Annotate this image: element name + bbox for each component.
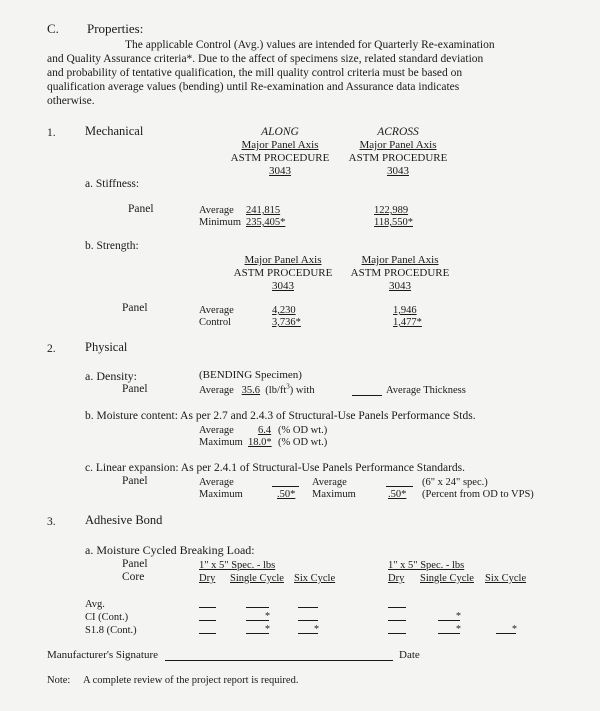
moisture-cycled-label: a. Moisture Cycled Breaking Load: [85, 543, 255, 557]
strength-along-procedure: ASTM PROCEDURE [233, 267, 333, 279]
density-average-label: Average [199, 385, 234, 396]
section-letter: C. [47, 21, 59, 36]
group1-spec: 1" x 5" Spec. - lbs [199, 560, 276, 571]
linear-maximum-label-1: Maximum [199, 489, 243, 500]
linear-row-label: Panel [122, 475, 148, 487]
stiffness-minimum-along: 235,405* [246, 217, 286, 228]
stiffness-row-label: Panel [128, 203, 154, 215]
strength-label: b. Strength: [85, 240, 139, 252]
strength-average-across: 1,946 [393, 305, 417, 316]
strength-average-label: Average [199, 305, 234, 316]
density-thickness-label: Average Thickness [386, 385, 466, 396]
linear-maximum-note: (Percent from OD to VPS) [422, 489, 534, 500]
moisture-maximum-unit: (% OD wt.) [278, 437, 328, 448]
intro-line: and Quality Assurance criteria*. Due to the affect of specimens size, related standard deviation [47, 53, 484, 65]
blank-avg-single-1 [246, 607, 269, 608]
moisture-cycled-panel-label: Panel [122, 558, 148, 570]
group2-col-dry: Dry [388, 573, 405, 584]
blank-avg-dry-2 [388, 607, 406, 608]
stiffness-minimum-across: 118,550* [374, 217, 413, 228]
along-code: 3043 [269, 165, 291, 177]
density-label: a. Density: [85, 369, 137, 383]
linear-average-label-1: Average [199, 477, 234, 488]
stiffness-average-across: 122,989 [374, 205, 409, 216]
across-direction: ACROSS [377, 126, 419, 138]
strength-row-label: Panel [122, 302, 148, 314]
along-procedure: ASTM PROCEDURE [230, 152, 330, 164]
group2-col-six: Six Cycle [485, 573, 527, 584]
mechanical-title: Mechanical [85, 124, 144, 138]
along-direction: ALONG [261, 126, 299, 138]
row-ci-label: CI (Cont.) [85, 612, 129, 623]
intro-line: qualification average values (bending) until Re-examination and Assurance data indicates [47, 81, 460, 93]
stiffness-minimum-label: Minimum [199, 217, 242, 228]
physical-number: 2. [47, 343, 56, 355]
linear-average-blank-1 [272, 486, 299, 487]
blank-avg-dry-1 [199, 607, 216, 608]
date-label: Date [399, 649, 420, 661]
asterisk-marker: * [314, 624, 319, 635]
linear-maximum-label-2: Maximum [312, 489, 356, 500]
linear-average-blank-2 [386, 486, 413, 487]
moisture-average-value: 6.4 [258, 425, 272, 436]
linear-label: c. Linear expansion: As per 2.4.1 of Structural-Use Panels Performance Standards. [85, 462, 466, 474]
intro-line: and probability of tentative qualification, the mill quality control criteria must be based on [47, 67, 463, 79]
asterisk-marker: * [265, 624, 270, 635]
strength-control-label: Control [199, 317, 232, 328]
physical-title: Physical [85, 340, 128, 354]
row-avg-label: Avg. [85, 599, 105, 610]
signature-field[interactable] [165, 660, 393, 661]
blank-ci-dry-1 [199, 620, 216, 621]
blank-ci-dry-2 [388, 620, 406, 621]
intro-line: otherwise. [47, 95, 95, 107]
density-values [199, 384, 315, 397]
group1-col-single: Single Cycle [230, 573, 284, 584]
strength-control-along: 3,736* [272, 317, 301, 328]
moisture-label: b. Moisture content: As per 2.7 and 2.4.3 of Structural-Use Panels Performance Stds. [85, 410, 476, 422]
linear-maximum-value-2: .50* [388, 489, 407, 500]
thickness-blank [352, 395, 382, 396]
strength-control-across: 1,477* [393, 317, 422, 328]
note-label: Note: [47, 675, 71, 686]
linear-average-note: (6" x 24" spec.) [422, 477, 488, 488]
moisture-maximum-value: 18.0* [248, 437, 272, 448]
section-title: Properties: [87, 21, 144, 36]
note-text: A complete review of the project report is required. [83, 675, 299, 686]
strength-along-code: 3043 [272, 280, 294, 292]
stiffness-average-label: Average [199, 205, 234, 216]
along-axis: Major Panel Axis [241, 139, 319, 151]
across-axis: Major Panel Axis [359, 139, 437, 151]
linear-maximum-value-1: .50* [277, 489, 296, 500]
mechanical-number: 1. [47, 127, 56, 139]
blank-s18-dry-1 [199, 633, 216, 634]
across-code: 3043 [387, 165, 409, 177]
group2-col-single: Single Cycle [420, 573, 474, 584]
density-unit-post: ) with [289, 385, 315, 396]
asterisk-marker: * [456, 611, 461, 622]
across-procedure: ASTM PROCEDURE [348, 152, 448, 164]
moisture-average-unit: (% OD wt.) [278, 425, 328, 436]
strength-average-along: 4,230 [272, 305, 296, 316]
group2-spec: 1" x 5" Spec. - lbs [388, 560, 465, 571]
blank-ci-six-1 [298, 620, 318, 621]
linear-average-label-2: Average [312, 477, 347, 488]
density-unit-sup: 3 [286, 382, 290, 391]
adhesive-number: 3. [47, 516, 56, 528]
density-unit-pre: (lb/ft [265, 385, 287, 396]
stiffness-label: a. Stiffness: [85, 178, 140, 190]
asterisk-marker: * [456, 624, 461, 635]
signature-label: Manufacturer's Signature [47, 649, 159, 661]
moisture-cycled-core-label: Core [122, 571, 145, 583]
adhesive-title: Adhesive Bond [85, 513, 163, 527]
strength-across-axis: Major Panel Axis [361, 254, 439, 266]
density-specimen: (BENDING Specimen) [199, 369, 302, 381]
intro-line: The applicable Control (Avg.) values are intended for Quarterly Re-examination [125, 39, 495, 51]
strength-across-procedure: ASTM PROCEDURE [350, 267, 450, 279]
density-value: 35.6 [241, 385, 261, 396]
strength-along-axis: Major Panel Axis [244, 254, 322, 266]
blank-avg-six-1 [298, 607, 318, 608]
group1-col-six: Six Cycle [294, 573, 336, 584]
strength-across-code: 3043 [389, 280, 411, 292]
group1-col-dry: Dry [199, 573, 216, 584]
row-s18-label: S1.8 (Cont.) [85, 625, 137, 636]
blank-s18-dry-2 [388, 633, 406, 634]
asterisk-marker: * [265, 611, 270, 622]
asterisk-marker: * [512, 624, 517, 635]
stiffness-average-along: 241,815 [246, 205, 281, 216]
moisture-maximum-label: Maximum [199, 437, 243, 448]
moisture-average-label: Average [199, 425, 234, 436]
density-row-label: Panel [122, 383, 148, 395]
